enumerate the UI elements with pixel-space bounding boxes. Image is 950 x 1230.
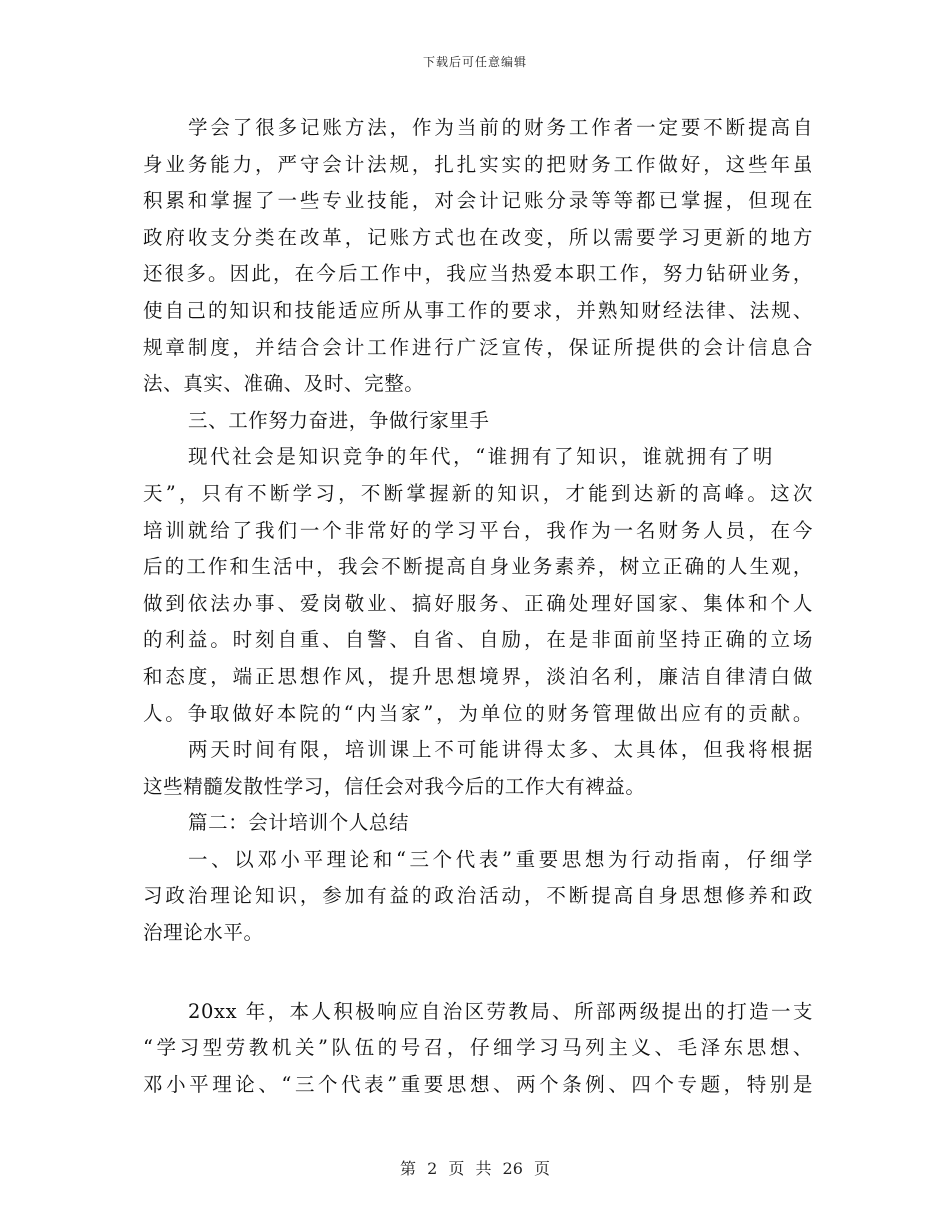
- section-heading: 篇二：会计培训个人总结: [188, 811, 410, 835]
- text-line: 两天时间有限，培训课上不可能讲得太多、太具体，但我将根据: [188, 738, 813, 762]
- text-line: 后的工作和生活中，我会不断提高自身业务素养，树立正确的人生观，: [143, 555, 813, 579]
- text-line: 和态度，端正思想作风，提升思想境界，淡泊名利，廉洁自律清白做: [143, 664, 813, 688]
- text-line: 做到依法办事、爱岗敬业、搞好服务、正确处理好国家、集体和个人: [143, 591, 813, 615]
- text-line: 邓小平理论、“三个代表”重要思想、两个条例、四个专题，特别是: [143, 1072, 813, 1096]
- text-line: 法、真实、准确、及时、完整。: [143, 372, 425, 396]
- paragraph-gap: [143, 952, 813, 994]
- section-heading: 三、工作努力奋进，争做行家里手: [188, 408, 490, 432]
- text-line: 20xx 年，本人积极响应自治区劳教局、所部两级提出的打造一支: [188, 999, 813, 1023]
- text-line: 规章制度，并结合会计工作进行广泛宣传，保证所提供的会计信息合: [143, 335, 813, 359]
- text-line: “学习型劳教机关”队伍的号召，仔细学习马列主义、毛泽东思想、: [143, 1036, 813, 1060]
- text-line: 使自己的知识和技能适应所从事工作的要求，并熟知财经法律、法规、: [143, 298, 813, 322]
- text-line: 天”，只有不断学习，不断掌握新的知识，才能到达新的高峰。这次: [143, 481, 813, 505]
- text-line: 治理论水平。: [143, 921, 264, 945]
- text-line: 现代社会是知识竞争的年代，“谁拥有了知识，谁就拥有了明: [188, 445, 773, 469]
- text-line: 学会了很多记账方法，作为当前的财务工作者一定要不断提高自: [188, 116, 813, 139]
- text-line: 人。争取做好本院的“内当家”，为单位的财务管理做出应有的贡献。: [143, 701, 813, 725]
- text-line: 培训就给了我们一个非常好的学习平台，我作为一名财务人员，在今: [143, 518, 813, 542]
- text-line: 一、以邓小平理论和“三个代表”重要思想为行动指南，仔细学: [188, 847, 813, 871]
- text-line: 的利益。时刻自重、自警、自省、自励，在是非面前坚持正确的立场: [143, 628, 813, 652]
- text-line: 政府收支分类在改革，记账方式也在改变，所以需要学习更新的地方: [143, 225, 813, 249]
- text-line: 积累和掌握了一些专业技能，对会计记账分录等等都已掌握，但现在: [143, 189, 813, 213]
- text-line: 习政治理论知识，参加有益的政治活动，不断提高自身思想修养和政: [143, 884, 813, 908]
- text-line: 还很多。因此，在今后工作中，我应当热爱本职工作，努力钻研业务，: [143, 262, 813, 286]
- header-note: 下载后可任意编辑: [422, 55, 527, 69]
- text-line: 这些精髓发散性学习，信任会对我今后的工作大有裨益。: [143, 774, 646, 798]
- document-body: [143, 110, 813, 1103]
- page-number: 第 2 页 共 26 页: [400, 1159, 550, 1178]
- text-line: 身业务能力，严守会计法规，扎扎实实的把财务工作做好，这些年虽: [143, 152, 813, 176]
